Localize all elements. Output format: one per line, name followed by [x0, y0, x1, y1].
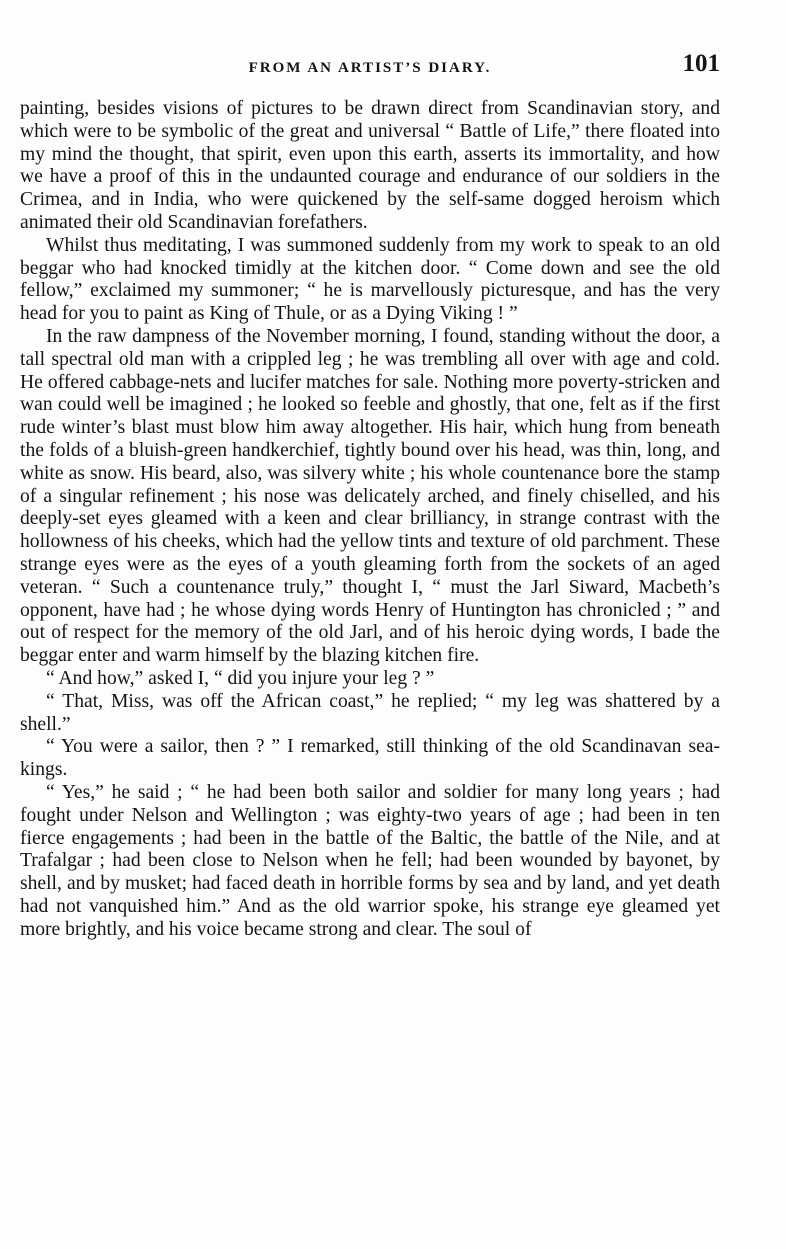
- paragraph: “ That, Miss, was off the African coast,” he replied; “ my leg was shattered by a shell.”: [20, 690, 720, 735]
- paragraph: “ And how,” asked I, “ did you injure your leg ? ”: [46, 667, 435, 689]
- body-text: [20, 98, 720, 941]
- running-head: [20, 50, 720, 84]
- paragraph: painting, besides visions of pictures to be drawn direct from Scandinavian story, and which were to be symbolic of the great and universal “ Battle of Life,” there floated into my mind the thought, that spirit, even upon this earth, asserts its immortality, and how we have a proof of this in the undaunted courage and endurance of our soldiers in the Crimea, and in India, who were quickened by the self-same dogged heroism which animated their old Scandinavian forefathers.: [20, 98, 720, 233]
- running-title: FROM AN ARTIST’S DIARY.: [248, 60, 492, 76]
- paragraph: Whilst thus meditating, I was summoned suddenly from my work to speak to an old beggar who had knocked timidly at the kitchen door. “ Come down and see the old fellow,” exclaimed my summoner; “ he is marvellously picturesque, and has the very head for you to paint as King of Thule, or as a Dying Viking ! ”: [20, 234, 720, 325]
- paragraph: “ You were a sailor, then ? ” I remarked, still thinking of the old Scandinavan sea-kings.: [20, 736, 720, 781]
- paragraph: In the raw dampness of the November morning, I found, standing without the door, a tall spectral old man with a crippled leg ; he was trembling all over with age and cold. He offered cabbage-nets and lucifer matches for sale. Nothing more poverty-stricken and wan could well be imagined ; he looked so feeble and ghostly, that one, felt as if the first rude winter’s blast must blow him away altogether. His hair, which hung from beneath the folds of a bluish-green handkerchief, tightly bound over his head, was thin, long, and white as snow. His beard, also, was silvery white ; his whole countenance bore the stamp of a singular refinement ; his nose was delicately arched, and finely chiselled, and his deeply-set eyes gleamed with a keen and clear brilliancy, in strange contrast with the hollowness of his cheeks, which had the yellow tints and texture of old parchment. These strange eyes were as the eyes of a youth gleaming forth from the sockets of an aged veteran. “ Such a countenance truly,” thought I, “ must the Jarl Siward, Macbeth’s opponent, have had ; he whose dying words Henry of Huntington has chronicled ; ” and out of respect for the memory of the old Jarl, and of his heroic dying words, I bade the beggar enter and warm himself by the blazing kitchen fire.: [20, 325, 720, 667]
- paragraph: “ Yes,” he said ; “ he had been both sailor and soldier for many long years ; had fought under Nelson and Wellington ; was eighty-two years of age ; had been in ten fierce engagements ; had been in the battle of the Baltic, the battle of the Nile, and at Trafalgar ; had been close to Nelson when he fell; had been wounded by bayonet, by shell, and by musket; had faced death in horrible forms by sea and by land, and yet death had not vanquished him.” And as the old warrior spoke, his strange eye gleamed yet more brightly, and his voice became strong and clear. The soul of: [20, 781, 720, 940]
- page-number: 101: [682, 50, 720, 77]
